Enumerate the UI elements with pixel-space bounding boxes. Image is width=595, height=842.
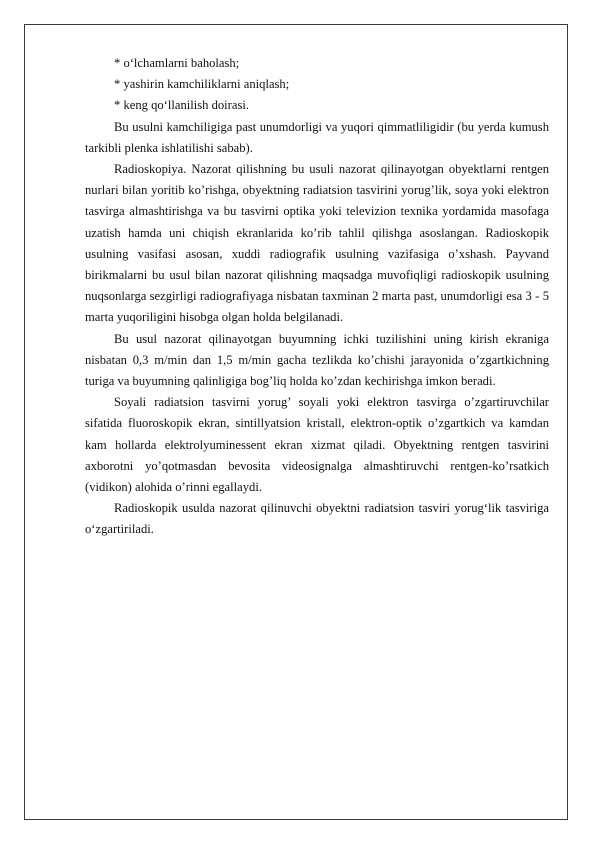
bullet-item: * yashirin kamchiliklarni aniqlash;	[114, 77, 290, 92]
paragraph-internal-structure: Bu usul nazorat qilinayotgan buyumning ichki tuzilishini uning kirish ekraniga nisbatan 0,3 m/min dan 1,5 m/min gacha tezlikda ko’chishi jarayonida o’zgartkichning turiga va buyumning qalinligiga bog’liq holda ko’zdan kechirishga imkon beradi.	[85, 331, 549, 389]
bullet-item: * o‘lchamlarni baholash;	[114, 56, 240, 70]
paragraph-radioscopy: Radioskopiya. Nazorat qilishning bu usuli nazorat qilinayotgan obyektlarni rentgen nurlari bilan yoritib ko’rishga, obyektning radiatsion tasvirini yorug’lik, soya yoki elektron tasvirga almashtirishga va bu tasvirni optika yoki televizion texnika yordamida masofaga uzatish hamda uni chiqish ekranlarida ko’rib tahlil qilishga asoslangan. Radioskopik usulning vasifasi asosan, xuddi radiografik usulning vazifasiga o’xshash. Payvand birikmalarni bu usul bilan nazorat qilishning maqsadga muvofiqligi radioskopik usulning nuqsonlarga sezgirligi radiografiyaga nisbatan taxminan 2 marta past, unumdorligi esa 3 - 5 marta yuqoriligini hisobga olgan holda belgilanadi.	[85, 162, 549, 325]
bullet-item: * keng qo‘llanilish doirasi.	[114, 98, 250, 113]
paragraph-conversion: Radioskopik usulda nazorat qilinuvchi obyektni radiatsion tasviri yorug‘lik tasviriga o‘zgartiriladi.	[85, 501, 549, 537]
paragraph-drawback: Bu usulni kamchiligiga past unumdorligi va yuqori qimmatliligidir (bu yerda kumush tarkibli plenka ishlatilishi sabab).	[85, 119, 549, 155]
document-body	[85, 53, 549, 541]
paragraph-converters: Soyali radiatsion tasvirni yorug’ soyali yoki elektron tasvirga o’zgartiruvchilar sifatida fluoroskopik ekran, sintillyatsion kristall, elektron-optik o’zgartkich va kamdan kam hollarda elektrolyuminessent ekran xizmat qiladi. Obyektning rentgen tasvirini axborotni yo’qotmasdan bevosita videosignalga almashtiruvchi rentgen-ko’rsatkich (vidikon) alohida o’rinni egallaydi.	[85, 395, 549, 495]
